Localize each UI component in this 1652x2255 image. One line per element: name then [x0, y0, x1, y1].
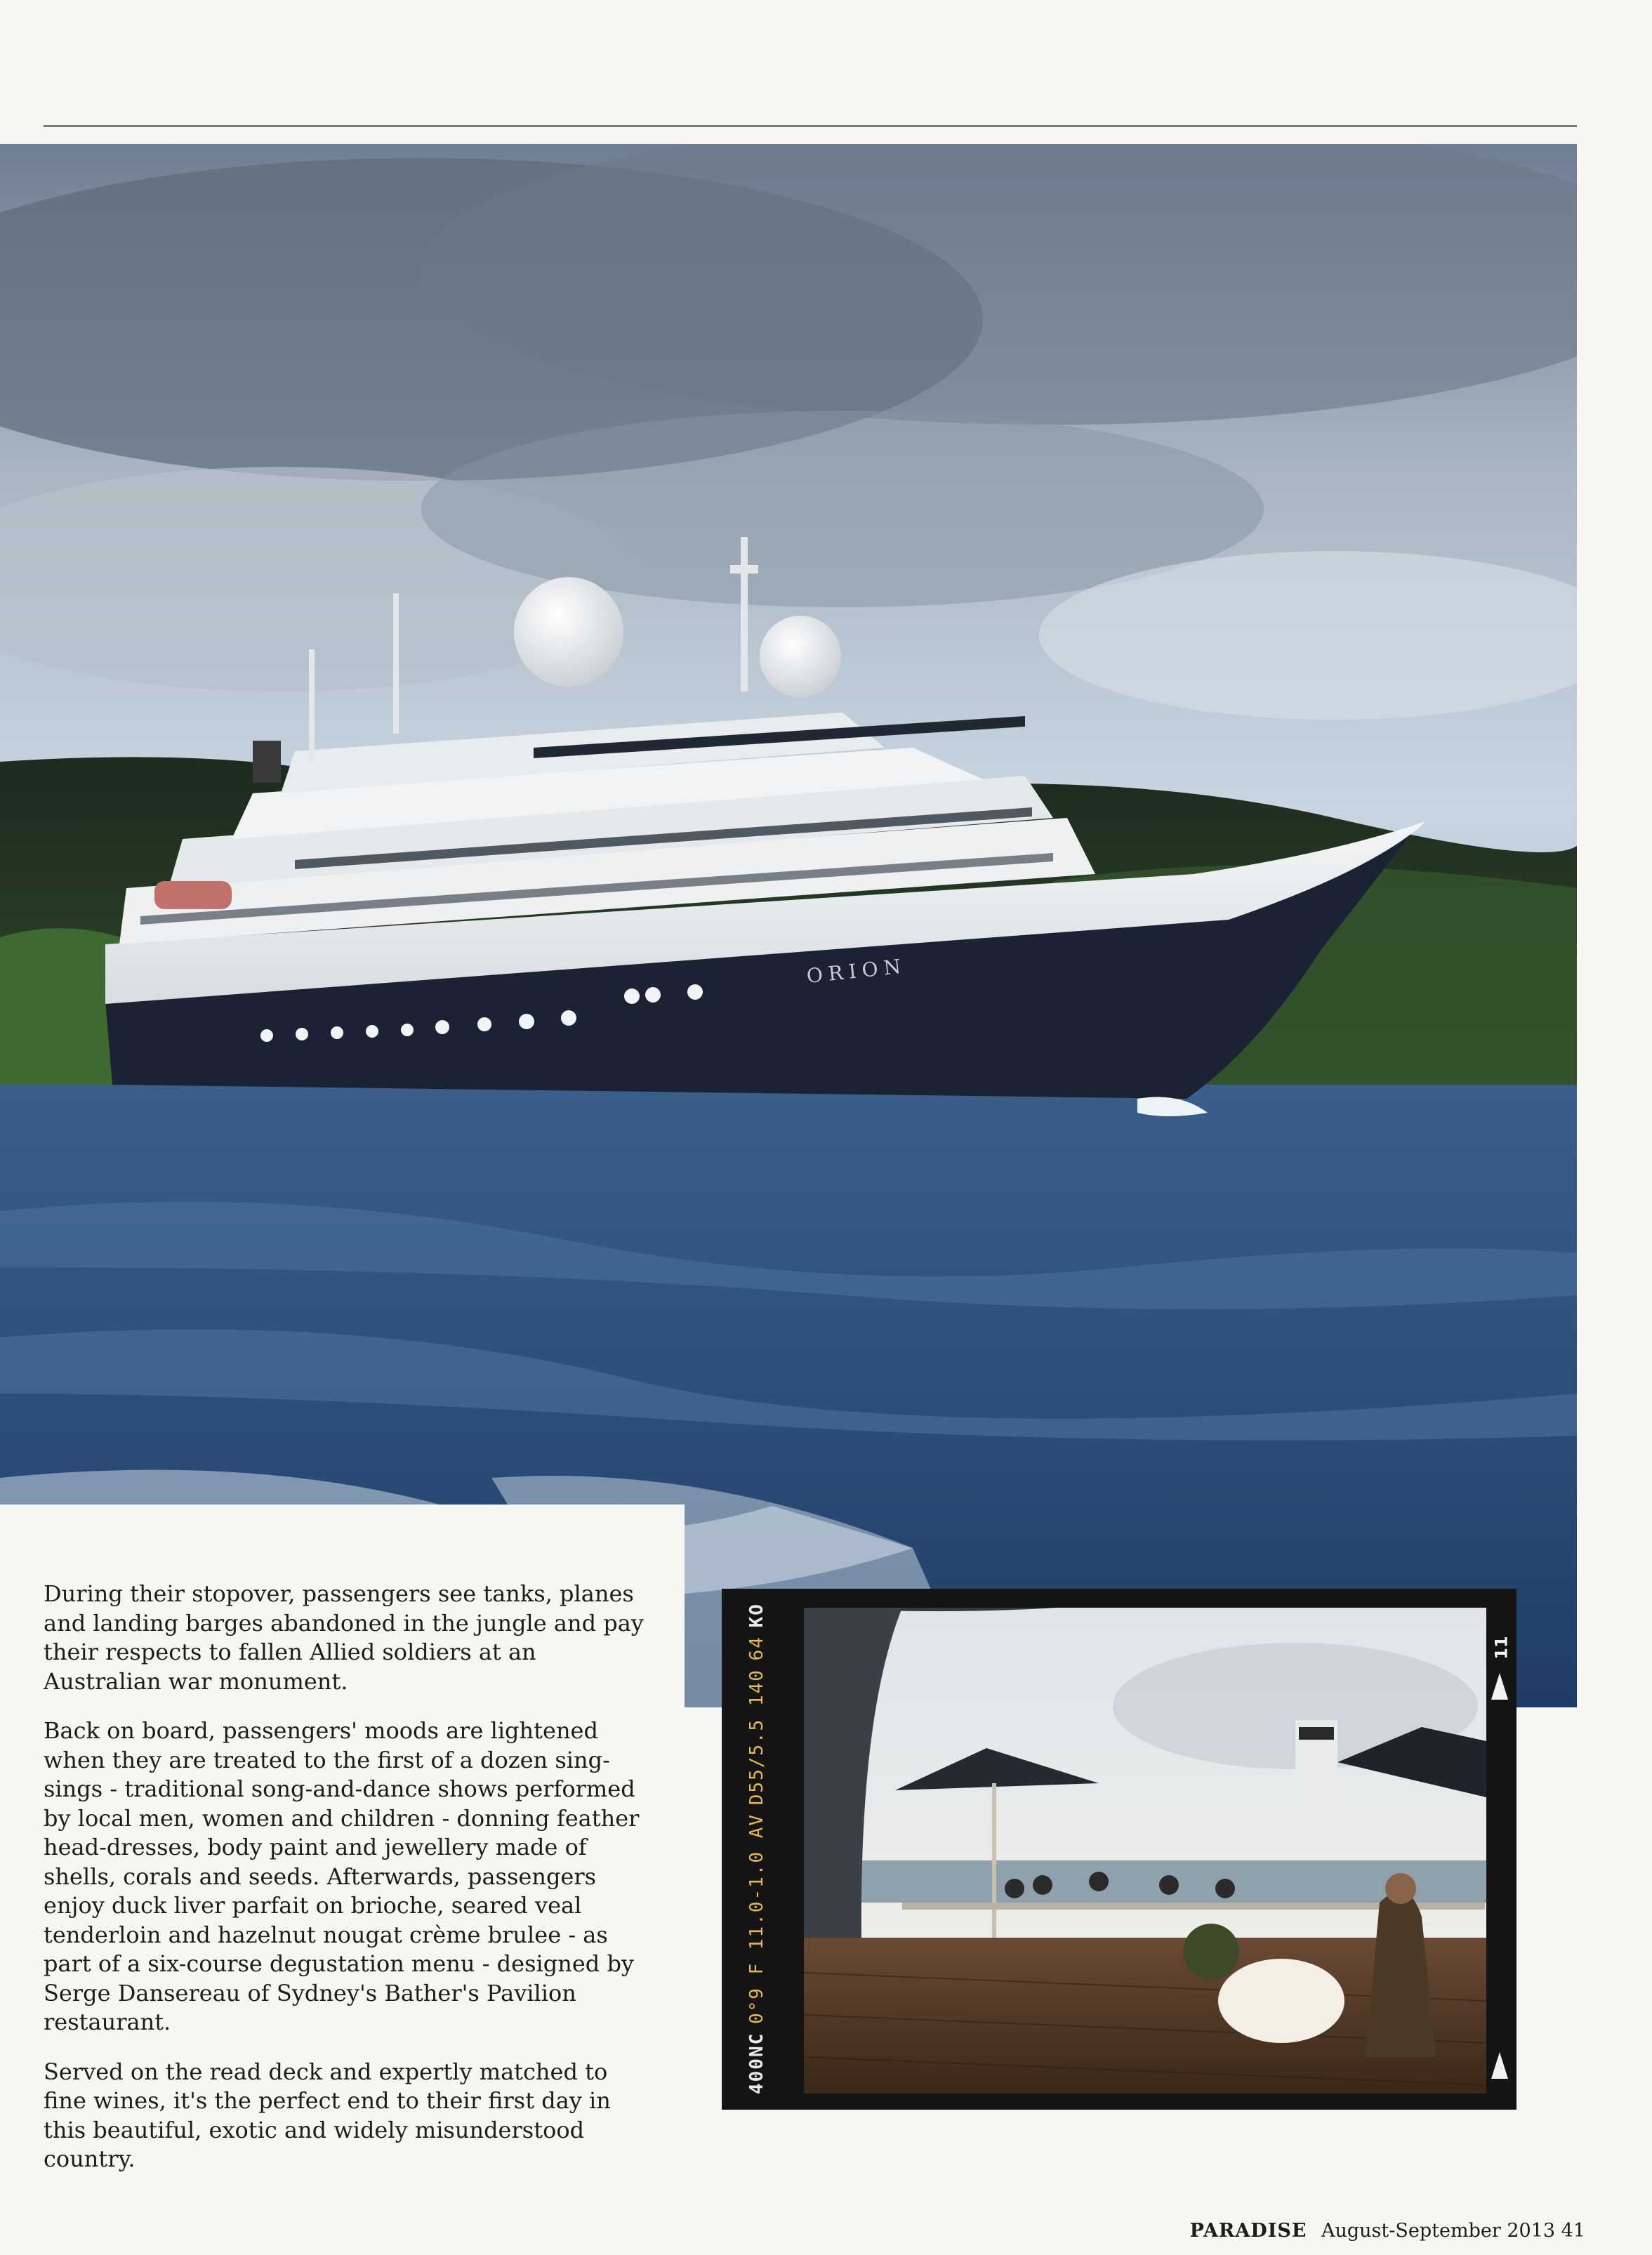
film-edge-right: [1487, 1589, 1515, 2110]
hull-name-text: ORION: [805, 954, 908, 988]
deck-dining-photo: [804, 1608, 1486, 2094]
film-edge-brand: KO: [746, 1603, 767, 1628]
magazine-name: PARADISE: [1189, 2220, 1307, 2242]
article-body: [44, 1580, 654, 2195]
film-edge-markings: [743, 1603, 771, 2094]
film-edge-code: D55/5.5 140: [746, 1669, 767, 1806]
ship-illustration: [0, 144, 1577, 1707]
cruise-ship-photo: [0, 144, 1577, 1707]
film-edge-stock: 400NC: [746, 2032, 767, 2094]
film-edge-number: 64: [746, 1636, 767, 1661]
frame-marker-top-icon: [1491, 1673, 1508, 1700]
film-edge-settings: 0°9 F 11.0-1.0 AV: [746, 1813, 767, 2025]
issue-date: August-September 2013: [1321, 2220, 1556, 2242]
paragraph-back-on-board: Back on board, passengers' moods are lightened when they are treated to the first of a dozen sing-sings - traditional song-and-dance shows performed by local men, women and children - donning feather head-dresses, body paint and jewellery made of shells, corals and seeds. Afterwards, passengers enjoy duck liver parfait on brioche, seared veal tenderloin and hazelnut nougat crème brulee - as part of a six-course degustation menu - designed by Serge Dansereau of Sydney's Bather's Pavilion restaurant.: [44, 1717, 640, 2035]
deck-dining-photo-frame: [722, 1589, 1516, 2110]
deck-illustration: [804, 1608, 1486, 2094]
frame-marker-bottom-icon: [1491, 2052, 1508, 2079]
page-folio: [1190, 2220, 1585, 2242]
header-rule: [44, 125, 1577, 127]
frame-number: 11: [1491, 1636, 1512, 1660]
paragraph-served-on-deck: Served on the read deck and expertly matched to fine wines, it's the perfect end to their first day in this beautiful, exotic and widely misunderstood country.: [44, 2058, 611, 2172]
paragraph-stopover: During their stopover, passengers see tanks, planes and landing barges abandoned in the jungle and pay their respects to fallen Allied soldiers at an Australian war monument.: [44, 1580, 644, 1695]
page-number: 41: [1561, 2220, 1585, 2242]
